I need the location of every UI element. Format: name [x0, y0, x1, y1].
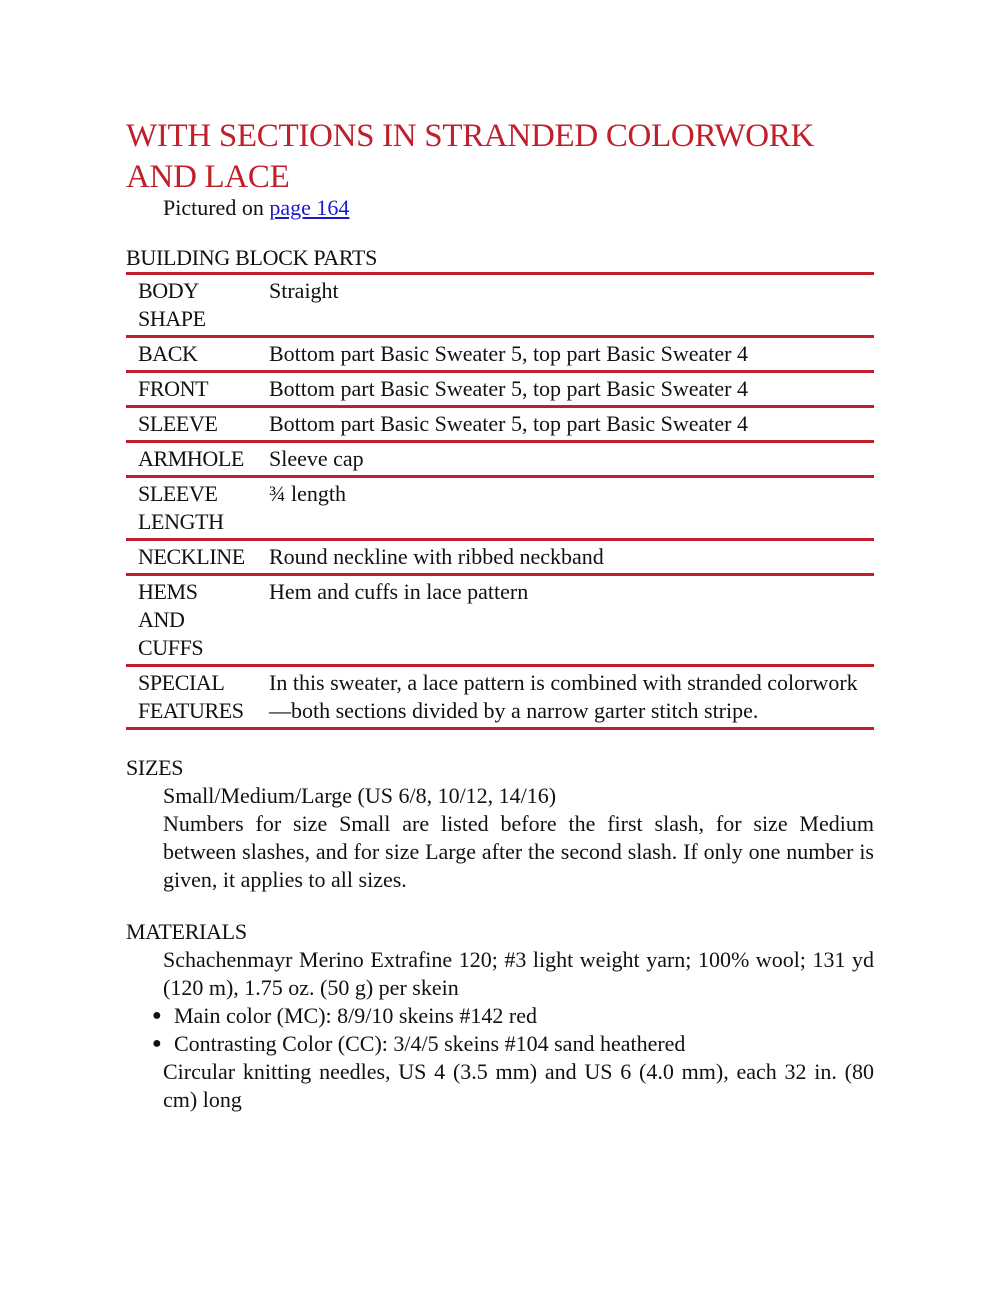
row-label: HEMS AND CUFFS [138, 579, 204, 660]
list-item [126, 1030, 874, 1058]
yarn-description: Schachenmayr Merino Extrafine 120; #3 light weight yarn; 100% wool; 131 yd (120 m), 1.75 oz. (50 g) per skein [163, 947, 874, 1000]
row-value: Bottom part Basic Sweater 5, top part Basic Sweater 4 [269, 341, 748, 366]
document-page [126, 116, 874, 1114]
row-value: Hem and cuffs in lace pattern [269, 579, 529, 604]
row-label: SLEEVE [138, 411, 218, 436]
row-value: Bottom part Basic Sweater 5, top part Basic Sweater 4 [269, 411, 748, 436]
table-row [126, 540, 874, 575]
row-label: NECKLINE [138, 544, 245, 569]
list-item [126, 1002, 874, 1030]
table-row [126, 442, 874, 477]
needles-description: Circular knitting needles, US 4 (3.5 mm) and US 6 (4.0 mm), each 32 in. (80 cm) long [163, 1059, 874, 1112]
building-block-parts-heading: BUILDING BLOCK PARTS [126, 245, 378, 270]
row-label: ARMHOLE [138, 446, 244, 471]
row-value: Straight [269, 278, 339, 303]
row-label: BODY SHAPE [138, 278, 206, 331]
pictured-on-line [126, 194, 874, 222]
table-row [126, 337, 874, 372]
yarn-color-list [126, 1002, 874, 1058]
table-row [126, 477, 874, 540]
row-value: Sleeve cap [269, 446, 364, 471]
row-value: Bottom part Basic Sweater 5, top part Basic Sweater 4 [269, 376, 748, 401]
sizes-explanation: Numbers for size Small are listed before the first slash, for size Medium between slashes, and for size Large after the second slash. If only one number is given, it applies to all sizes. [163, 811, 874, 892]
row-label: FRONT [138, 376, 209, 401]
table-row [126, 407, 874, 442]
sizes-list: Small/Medium/Large (US 6/8, 10/12, 14/16) [163, 783, 557, 808]
row-label: BACK [138, 341, 198, 366]
page-title: WITH SECTIONS IN STRANDED COLORWORK AND LACE [126, 118, 814, 195]
bullet-icon: ● [152, 1007, 162, 1024]
row-value: In this sweater, a lace pattern is combined with stranded colorwork—both sections divided by a narrow garter stitch stripe. [269, 670, 858, 723]
building-block-parts-table [126, 272, 874, 730]
page-link[interactable]: page 164 [269, 195, 350, 220]
row-label: SLEEVE LENGTH [138, 481, 224, 534]
sizes-heading: SIZES [126, 755, 184, 780]
table-row [126, 274, 874, 337]
bullet-icon: ● [152, 1035, 162, 1052]
table-row [126, 372, 874, 407]
materials-heading: MATERIALS [126, 919, 247, 944]
list-item-text: Contrasting Color (CC): 3/4/5 skeins #104 sand heathered [174, 1031, 686, 1056]
pictured-prefix: Pictured on [163, 195, 270, 220]
row-value: Round neckline with ribbed neckband [269, 544, 604, 569]
table-row [126, 666, 874, 729]
table-row [126, 575, 874, 666]
row-label: SPECIAL FEATURES [138, 670, 244, 723]
row-value: ¾ length [269, 481, 346, 506]
list-item-text: Main color (MC): 8/9/10 skeins #142 red [174, 1003, 537, 1028]
